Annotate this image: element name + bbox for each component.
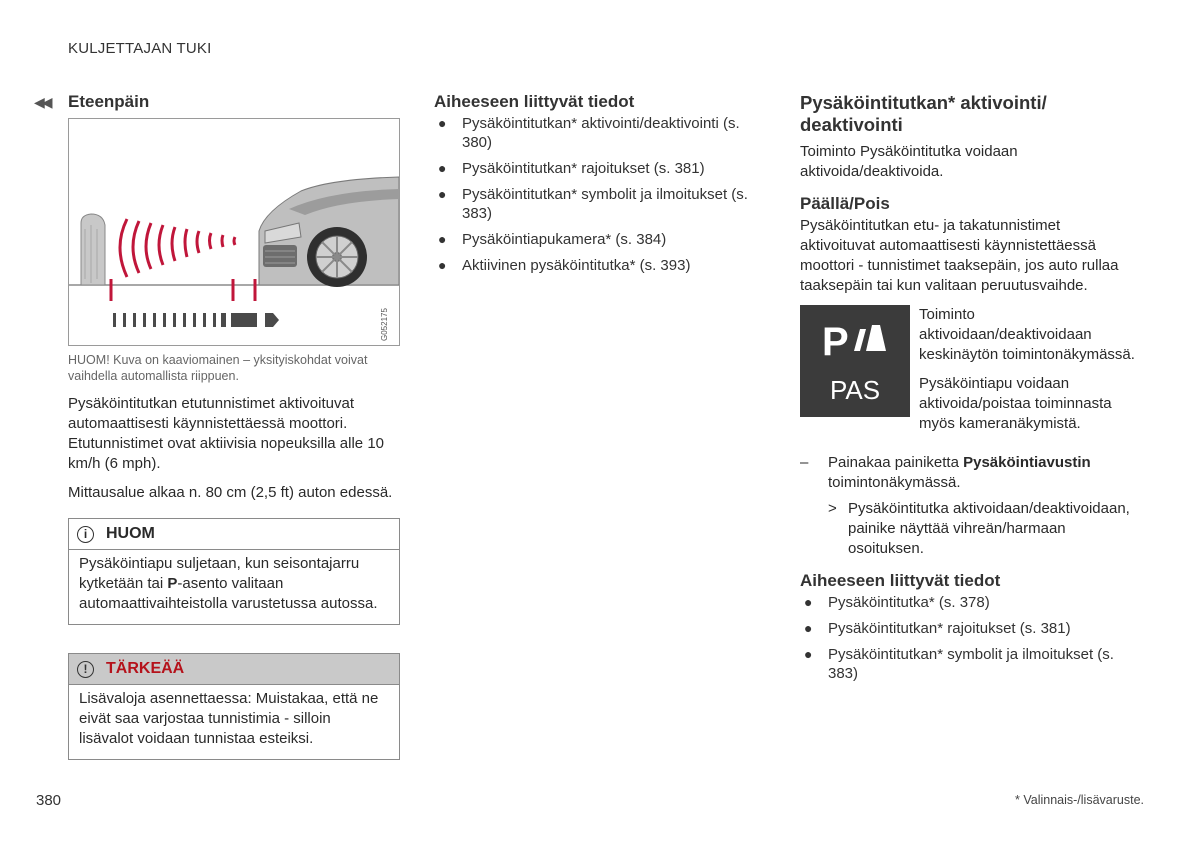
pas-button-tile: [800, 305, 910, 417]
page-header: KULJETTAJAN TUKI: [68, 40, 212, 57]
pas-label: PAS: [829, 375, 881, 405]
paragraph: Pysäköintitutkan etu- ja takatunnistimet aktivoituvat automaattisesti käynnistettäessä moottori - tunnistimet taaksepäin, jos auto rullaa taaksepäin tai kun valitaan peruutusvaihde.: [800, 217, 1119, 294]
figure-caption: HUOM! Kuva on kaaviomainen – yksityiskohdat voivat vaihdella automallista riippuen.: [68, 353, 368, 383]
related-link[interactable]: ● Pysäköintitutkan* aktivointi/deaktivointi (s. 380): [438, 115, 740, 151]
important-body: Lisävaloja asennettaessa: Muistakaa, että ne eivät saa varjostaa tunnistimia - silloin lisävalot voidaan tunnistaa esteiksi.: [79, 690, 379, 747]
section-heading: [34, 92, 402, 112]
column-forward: [34, 92, 402, 760]
note-box: [68, 518, 400, 625]
important-title: TÄRKEÄÄ: [106, 660, 185, 677]
paragraph: Toiminto Pysäköintitutka voidaan aktivoida/deaktivoida.: [800, 143, 1018, 180]
dash-marker: –: [800, 454, 809, 471]
info-icon: i: [77, 526, 94, 543]
important-box: [68, 653, 400, 760]
double-chevron-left-icon[interactable]: ◀◀: [34, 94, 50, 110]
paragraph: Toiminto aktivoidaan/deaktivoidaan keskinäytön toimintonäkymässä.: [919, 306, 1135, 363]
related-link[interactable]: ● Pysäköintiapukamera* (s. 384): [438, 231, 667, 248]
page-number: 380: [36, 792, 62, 809]
column-related-info: [434, 92, 764, 282]
related-link[interactable]: ● Pysäköintitutkan* rajoitukset (s. 381): [438, 160, 705, 177]
subheading: Päällä/Pois: [800, 194, 890, 213]
section-title: Eteenpäin: [68, 92, 150, 111]
figure-id: G052175: [380, 308, 389, 341]
related-title: Aiheeseen liittyvät tiedot: [434, 92, 635, 111]
related-link[interactable]: ● Pysäköintitutkan* rajoitukset (s. 381): [804, 620, 1071, 637]
related-link[interactable]: ● Aktiivinen pysäköintitutka* (s. 393): [438, 257, 691, 274]
footnote: * Valinnais-/lisävaruste.: [1015, 793, 1144, 807]
paragraph: Mittausalue alkaa n. 80 cm (2,5 ft) auton edessä.: [68, 484, 393, 501]
related-link[interactable]: ● Pysäköintitutkan* symbolit ja ilmoitukset (s. 383): [804, 646, 1114, 682]
paragraph: Pysäköintiapu voidaan aktivoida/poistaa toiminnasta myös kameranäkymistä.: [919, 375, 1112, 432]
column-activation: [800, 92, 1135, 690]
main-title: Pysäköintitutkan* aktivointi/ deaktivointi: [800, 92, 1047, 135]
parking-sensor-icon: [800, 305, 910, 417]
parking-sensor-illustration: [68, 118, 400, 346]
related-list: [800, 593, 1135, 683]
note-body: Pysäköintiapu suljetaan, kun seisontajarru kytketään tai P-asento valitaan automaattivaihteistolla varustetussa autossa.: [79, 555, 378, 612]
warning-icon: !: [77, 661, 94, 678]
related-list: [434, 114, 764, 275]
pas-description: [910, 305, 1135, 443]
note-title: HUOM: [106, 525, 155, 542]
related-title: Aiheeseen liittyvät tiedot: [800, 571, 1001, 590]
related-link[interactable]: ● Pysäköintitutka* (s. 378): [804, 594, 990, 611]
pas-block: [800, 305, 1135, 443]
result-marker: >: [828, 500, 837, 517]
button-name: Pysäköintiavustin: [963, 454, 1091, 471]
paragraph: Pysäköintitutkan etutunnistimet aktivoituvat automaattisesti käynnistettäessä moottori. Etutunnistimet ovat aktiivisia nopeuksilla alle 10 km/h (6 mph).: [68, 395, 385, 472]
instruction-result: > Pysäköintitutka aktivoidaan/deaktivoidaan, painike näyttää vihreän/harmaan osoituksen.: [828, 500, 1130, 557]
related-link[interactable]: ● Pysäköintitutkan* symbolit ja ilmoitukset (s. 383): [438, 186, 748, 222]
important-header: [69, 654, 399, 685]
instruction-step: – Painakaa painiketta Pysäköintiavustin toimintonäkymässä.: [800, 454, 1091, 491]
svg-text:P: P: [822, 320, 849, 364]
note-header: [69, 519, 399, 550]
